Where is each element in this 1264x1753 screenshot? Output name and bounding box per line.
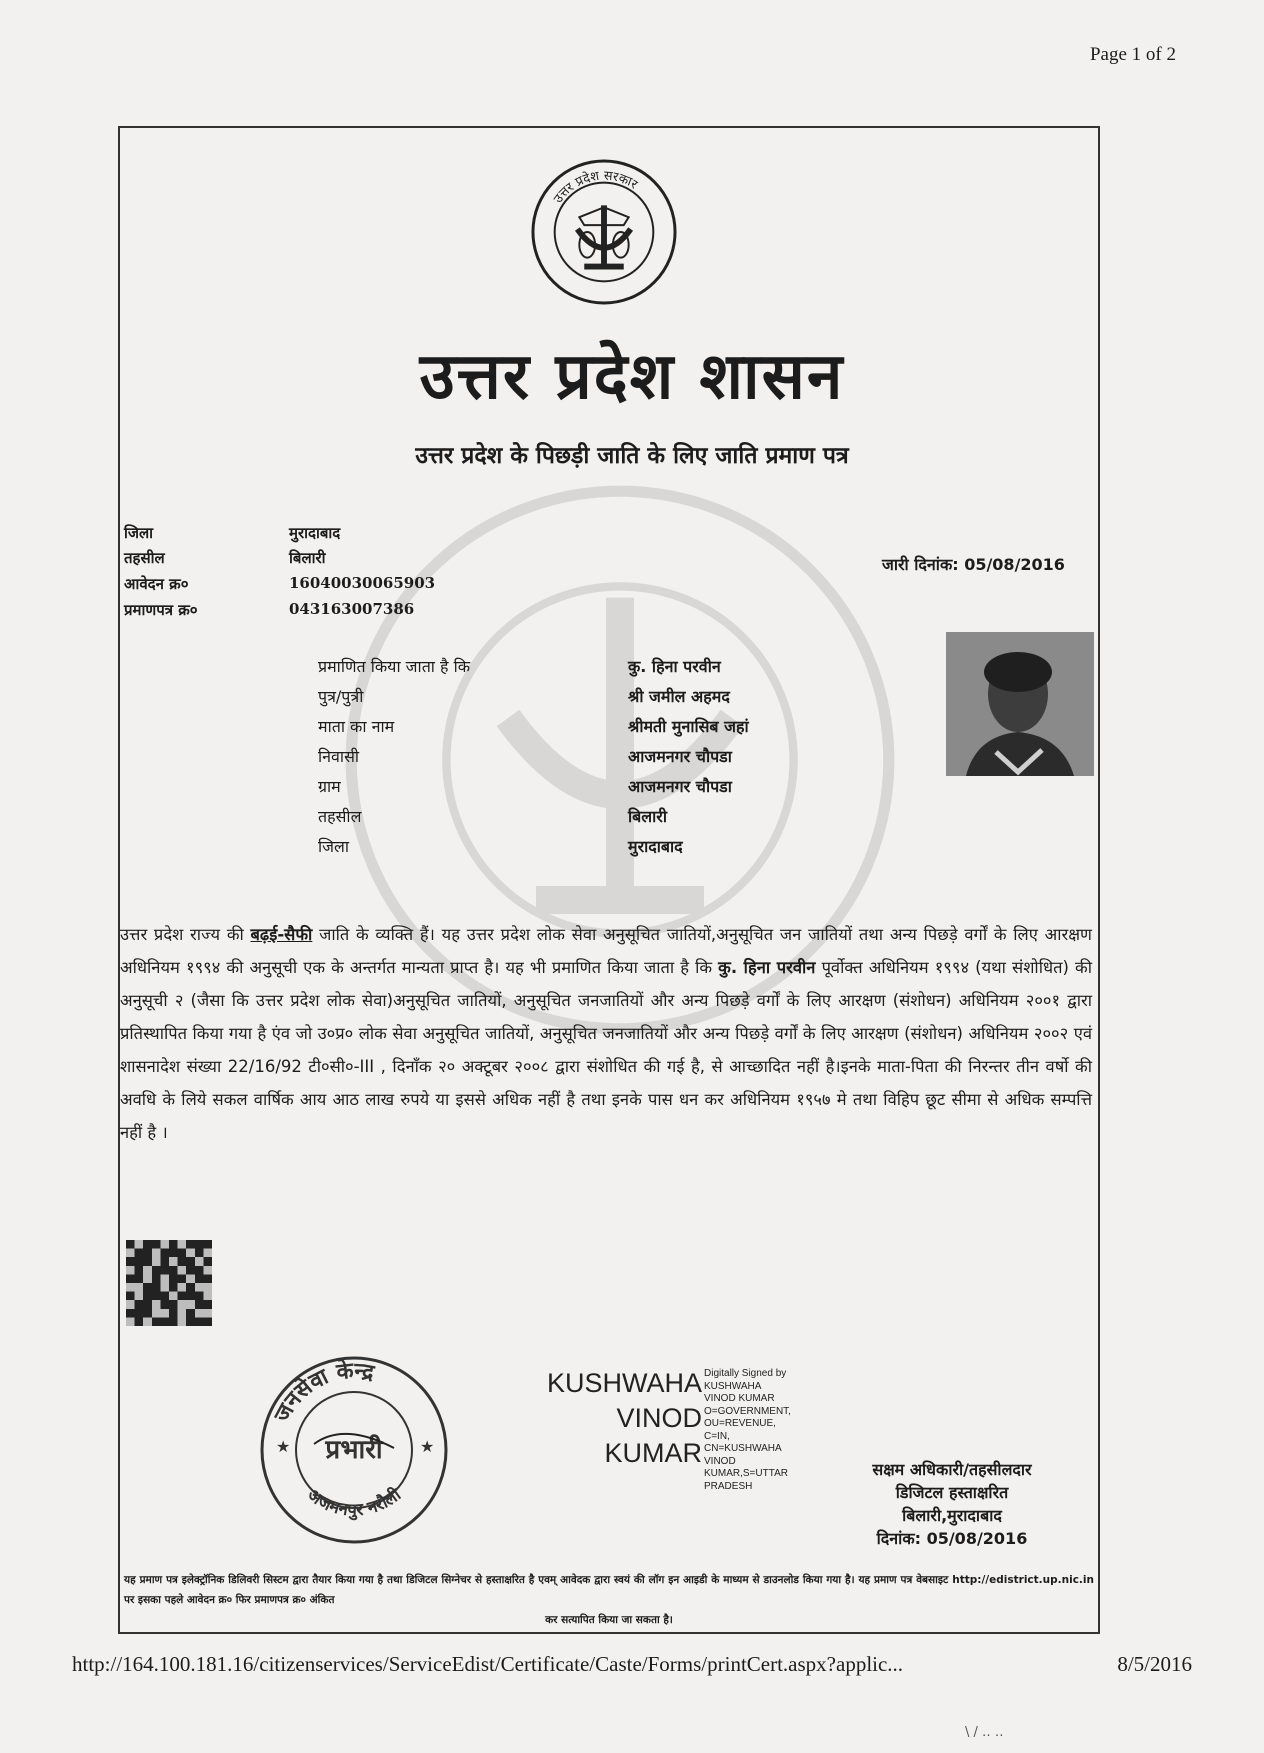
body-text-3: पूर्वोक्त अधिनियम १९९४ (यथा संशोधित) की अनुसूची २ (जैसा कि उत्तर प्रदेश लोक सेवा)अनुसूचित जातियों, अनुसूचित जनजातियों और अन्य पिछड़े वर्गों के लिए आरक्षण (संशोधन) अधिनियम २००१ द्वारा प्रतिस्थापित किया गया है एंव जो उ०प्र० लोक सेवा अनुसूचित जातियों, अनुसूचित जनजातियों और अन्य पिछड़े वर्गों के लिए आरक्षण (संशोधन) अधिनियम २००२ एवं शासनादेश संख्या 22/16/92 टी०सी०-III , दिनाँक २० अक्टूबर २००८ द्वारा संशोधित की गई है, से आच्छादित नहीं है।इनके माता-पिता की निरन्तर तीन वर्षो की अवधि के लिये सकल वार्षिक आय आठ लाख रुपये या इससे अधिक नहीं है तथा इनके पास धन कर अधिनियम १९५७ मे तथा विहिप छूट सीमा से अधिक सम्पत्ति नहीं है । bbox=[120, 958, 1092, 1142]
stamp-bottom-text: अजमनपुर नरौली bbox=[303, 1484, 405, 1521]
detail-label: प्रमाणित किया जाता है कि bbox=[318, 657, 471, 676]
svg-text:अजमनपुर नरौली bbox=[303, 1484, 405, 1521]
emblem-text: उत्तर प्रदेश सरकार bbox=[550, 168, 640, 207]
janseva-kendra-stamp bbox=[254, 1352, 454, 1548]
sig-line: O=GOVERNMENT, bbox=[704, 1405, 791, 1417]
caste-name: बढ़ई-सैफी bbox=[250, 925, 313, 944]
page-number: Page 1 of 2 bbox=[1089, 44, 1176, 65]
sig-line: CN=KUSHWAHA bbox=[704, 1443, 782, 1454]
sig-line: OU=REVENUE, bbox=[704, 1418, 776, 1429]
signer-line: VINOD bbox=[616, 1403, 702, 1433]
up-government-emblem bbox=[530, 158, 678, 306]
certificate-body bbox=[120, 918, 1092, 1149]
sig-line: VINOD KUMAR bbox=[704, 1393, 775, 1404]
detail-value: मुरादाबाद bbox=[628, 837, 683, 856]
qr-code bbox=[124, 1240, 214, 1326]
handwritten-mark: \ / ‥ ‥ bbox=[965, 1725, 1004, 1740]
digital-signer-name bbox=[520, 1366, 702, 1471]
detail-value: श्री जमील अहमद bbox=[628, 687, 730, 706]
detail-label: निवासी bbox=[318, 747, 360, 766]
officer-line: डिजिटल हस्ताक्षरित bbox=[895, 1483, 1009, 1502]
page-url: http://164.100.181.16/citizenservices/ServiceEdist/Certificate/Caste/Forms/printCert.aspx?applic... bbox=[72, 1652, 904, 1676]
svg-text:★: ★ bbox=[420, 1437, 435, 1456]
officer-line: बिलारी,मुरादाबाद bbox=[902, 1506, 1002, 1525]
detail-label: माता का नाम bbox=[318, 717, 395, 736]
digital-signature-details bbox=[704, 1368, 824, 1493]
issue-date: जारी दिनांक: 05/08/2016 bbox=[882, 555, 1065, 574]
detail-label: तहसील bbox=[318, 807, 362, 826]
verification-note-line: कर सत्यापित किया जा सकता है। bbox=[545, 1614, 673, 1626]
sig-line: C=IN, bbox=[704, 1430, 730, 1442]
meta-value: मुरादाबाद bbox=[289, 524, 341, 542]
applicant-name: कु. हिना परवीन bbox=[718, 958, 816, 977]
meta-label: तहसील bbox=[124, 549, 165, 567]
signer-line: KUSHWAHA bbox=[546, 1368, 702, 1398]
meta-label: प्रमाणपत्र क्र० bbox=[124, 601, 198, 619]
meta-label: जिला bbox=[124, 524, 154, 542]
sig-line: KUMAR,S=UTTAR bbox=[704, 1468, 788, 1479]
svg-text:★: ★ bbox=[276, 1437, 291, 1456]
officer-line: सक्षम अधिकारी/तहसीलदार bbox=[872, 1460, 1032, 1479]
print-date: 8/5/2016 bbox=[1117, 1652, 1192, 1676]
page-title: उत्तर प्रदेश शासन bbox=[419, 340, 845, 414]
detail-value: श्रीमती मुनासिब जहां bbox=[628, 717, 749, 736]
body-text-1: उत्तर प्रदेश राज्य की bbox=[120, 925, 251, 944]
applicant-photo bbox=[946, 632, 1094, 776]
detail-label: जिला bbox=[318, 837, 350, 856]
detail-value: आजमनगर चौपडा bbox=[628, 747, 732, 766]
application-number: 16040030065903 bbox=[289, 574, 436, 592]
sig-line: Digitally Signed by bbox=[704, 1368, 787, 1379]
meta-label: आवेदन क्र० bbox=[124, 575, 189, 593]
issuing-officer-block bbox=[832, 1458, 1072, 1550]
detail-value: कु. हिना परवीन bbox=[628, 657, 721, 676]
verification-note bbox=[124, 1570, 1094, 1630]
detail-value: बिलारी bbox=[628, 807, 667, 826]
verification-note-line: यह प्रमाण पत्र इलेक्ट्रॉनिक डिलिवरी सिस्टम द्वारा तैयार किया गया है तथा डिजिटल सिग्नेचर से हस्ताक्षरित है एवम् आवेदक द्वारा स्वयं की लॉग इन आइडी के माध्यम से डाउनलोड किया गया है। यह प्रमाण पत्र वेबसाइट http://edistrict.up.nic.in पर इसका पहले आवेदन क्र० फिर प्रमाणपत्र क्र० अंकित bbox=[124, 1574, 1094, 1606]
detail-label: पुत्र/पुत्री bbox=[318, 687, 364, 706]
certificate-subtitle: उत्तर प्रदेश के पिछड़ी जाति के लिए जाति प्रमाण पत्र bbox=[415, 443, 849, 469]
stamp-center-text: प्रभारी bbox=[325, 1435, 383, 1465]
sig-line: VINOD bbox=[704, 1455, 736, 1467]
signer-line: KUMAR bbox=[604, 1438, 702, 1468]
sig-line: PRADESH bbox=[704, 1480, 753, 1492]
meta-value: बिलारी bbox=[289, 549, 326, 567]
detail-label: ग्राम bbox=[318, 777, 341, 796]
certificate-number: 043163007386 bbox=[289, 600, 415, 618]
sig-line: KUSHWAHA bbox=[704, 1380, 762, 1392]
stamp-top-text: जनसेवा केन्द्र bbox=[269, 1358, 376, 1427]
detail-value: आजमनगर चौपडा bbox=[628, 777, 732, 796]
officer-line: दिनांक: 05/08/2016 bbox=[876, 1529, 1028, 1548]
body-text-2: जाति के व्यक्ति हैं। यह उत्तर प्रदेश लोक सेवा अनुसूचित जातियों,अनुसूचित जन जातियों तथा अन्य पिछड़े वर्गों के लिए आरक्षण अधिनियम १९९४ की अनुसूची एक के अन्तर्गत मान्यता प्राप्त है। यह भी प्रमाणित किया जाता है कि bbox=[120, 925, 1092, 977]
